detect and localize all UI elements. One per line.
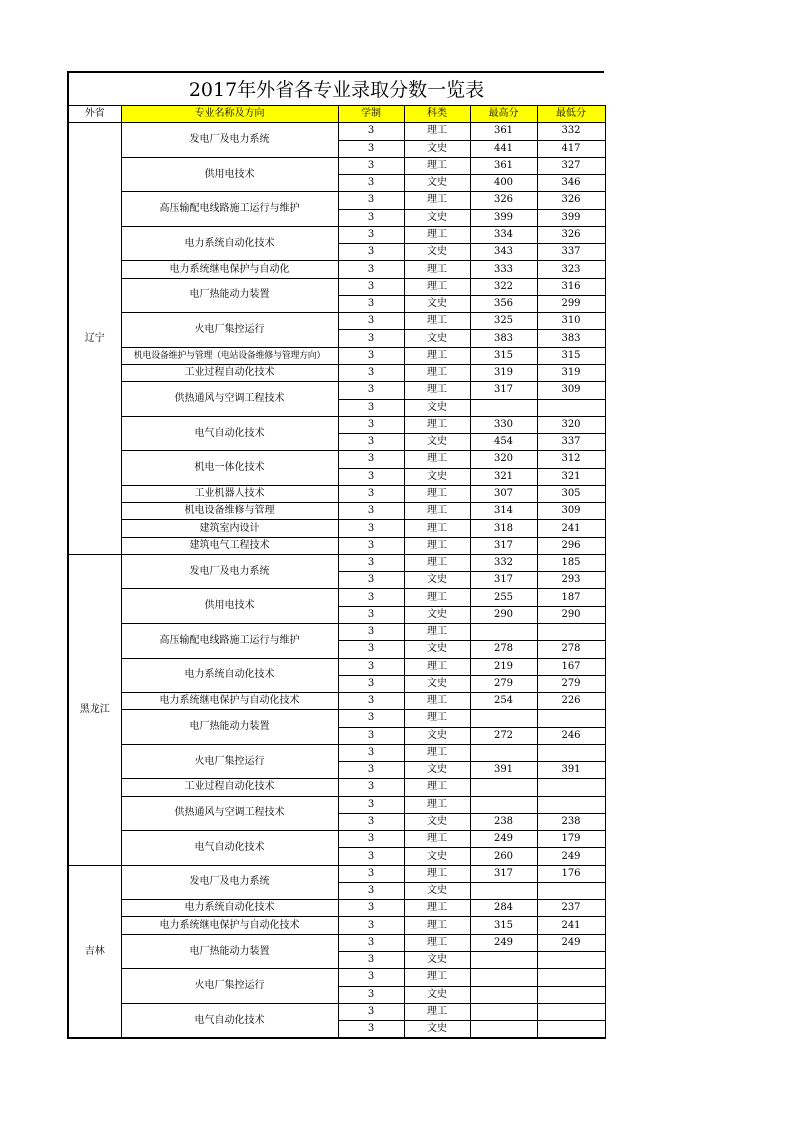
major-name-cell: 供热通风与空调工程技术 <box>121 796 338 831</box>
table-row <box>68 589 605 606</box>
years-cell: 3 <box>338 882 404 899</box>
track-cell: 文史 <box>404 572 470 589</box>
max-cell: 315 <box>470 917 537 934</box>
years-cell: 3 <box>338 157 404 174</box>
table-row <box>68 382 605 399</box>
min-cell: 399 <box>537 209 605 226</box>
track-cell: 文史 <box>404 952 470 969</box>
years-cell: 3 <box>338 641 404 658</box>
years-cell: 3 <box>338 175 404 192</box>
track-cell: 理工 <box>404 364 470 381</box>
max-cell: 383 <box>470 330 537 347</box>
track-cell: 文史 <box>404 727 470 744</box>
max-cell: 325 <box>470 313 537 330</box>
max-cell <box>470 744 537 761</box>
track-cell: 理工 <box>404 485 470 502</box>
max-cell <box>470 623 537 640</box>
track-cell: 理工 <box>404 226 470 243</box>
min-cell: 310 <box>537 313 605 330</box>
years-cell: 3 <box>338 554 404 571</box>
table-row <box>68 537 605 554</box>
major-name-cell: 供用电技术 <box>121 157 338 192</box>
table-row <box>68 192 605 209</box>
track-cell: 理工 <box>404 382 470 399</box>
track-cell: 理工 <box>404 554 470 571</box>
track-cell: 文史 <box>404 882 470 899</box>
years-cell: 3 <box>338 952 404 969</box>
header-max-score: 最高分 <box>470 106 537 123</box>
min-cell: 321 <box>537 468 605 485</box>
years-cell: 3 <box>338 727 404 744</box>
major-name-cell: 建筑电气工程技术 <box>121 537 338 554</box>
major-name-cell: 机电设备维修与管理 <box>121 503 338 520</box>
min-cell: 337 <box>537 434 605 451</box>
table-row <box>68 261 605 278</box>
min-cell: 315 <box>537 347 605 364</box>
min-cell: 391 <box>537 762 605 779</box>
min-cell: 167 <box>537 658 605 675</box>
table-row <box>68 503 605 520</box>
max-cell: 356 <box>470 295 537 312</box>
table-row <box>68 485 605 502</box>
province-cell: 吉林 <box>68 865 121 1038</box>
header-min-score: 最低分 <box>537 106 605 123</box>
track-cell: 理工 <box>404 347 470 364</box>
table-row <box>68 658 605 675</box>
min-cell: 293 <box>537 572 605 589</box>
max-cell: 319 <box>470 364 537 381</box>
track-cell: 理工 <box>404 969 470 986</box>
header-track: 科类 <box>404 106 470 123</box>
table-body <box>68 123 605 1039</box>
years-cell: 3 <box>338 192 404 209</box>
years-cell: 3 <box>338 330 404 347</box>
min-cell <box>537 1003 605 1020</box>
years-cell: 3 <box>338 934 404 951</box>
track-cell: 理工 <box>404 865 470 882</box>
min-cell: 187 <box>537 589 605 606</box>
years-cell: 3 <box>338 261 404 278</box>
years-cell: 3 <box>338 1021 404 1039</box>
years-cell: 3 <box>338 831 404 848</box>
major-name-cell: 电力系统自动化技术 <box>121 226 338 261</box>
max-cell: 334 <box>470 226 537 243</box>
table-row <box>68 157 605 174</box>
track-cell: 理工 <box>404 934 470 951</box>
major-name-cell: 电力系统自动化技术 <box>121 900 338 917</box>
min-cell: 238 <box>537 813 605 830</box>
track-cell: 理工 <box>404 157 470 174</box>
years-cell: 3 <box>338 278 404 295</box>
min-cell: 312 <box>537 451 605 468</box>
max-cell: 279 <box>470 675 537 692</box>
years-cell: 3 <box>338 382 404 399</box>
track-cell: 理工 <box>404 744 470 761</box>
max-cell: 317 <box>470 537 537 554</box>
table-row <box>68 554 605 571</box>
years-cell: 3 <box>338 209 404 226</box>
track-cell: 文史 <box>404 675 470 692</box>
track-cell: 文史 <box>404 295 470 312</box>
min-cell <box>537 952 605 969</box>
track-cell: 文史 <box>404 244 470 261</box>
min-cell: 278 <box>537 641 605 658</box>
track-cell: 理工 <box>404 917 470 934</box>
min-cell: 185 <box>537 554 605 571</box>
min-cell: 226 <box>537 693 605 710</box>
years-cell: 3 <box>338 572 404 589</box>
track-cell: 理工 <box>404 710 470 727</box>
track-cell: 理工 <box>404 623 470 640</box>
min-cell <box>537 882 605 899</box>
score-sheet <box>67 71 604 1039</box>
max-cell <box>470 710 537 727</box>
table-row <box>68 779 605 796</box>
max-cell: 361 <box>470 123 537 140</box>
track-cell: 文史 <box>404 762 470 779</box>
track-cell: 文史 <box>404 848 470 865</box>
max-cell <box>470 969 537 986</box>
max-cell: 254 <box>470 693 537 710</box>
score-table <box>67 105 606 1039</box>
province-cell: 辽宁 <box>68 123 121 555</box>
header-years: 学制 <box>338 106 404 123</box>
province-cell: 黑龙江 <box>68 554 121 865</box>
track-cell: 理工 <box>404 537 470 554</box>
major-name-cell: 发电厂及电力系统 <box>121 123 338 158</box>
min-cell <box>537 623 605 640</box>
min-cell <box>537 1021 605 1039</box>
years-cell: 3 <box>338 399 404 416</box>
table-row <box>68 623 605 640</box>
max-cell: 320 <box>470 451 537 468</box>
major-name-cell: 电力系统继电保护与自动化技术 <box>121 693 338 710</box>
sheet-title: 2017年外省各专业录取分数一览表 <box>67 71 604 105</box>
table-row <box>68 520 605 537</box>
major-name-cell: 机电一体化技术 <box>121 451 338 486</box>
min-cell: 326 <box>537 192 605 209</box>
max-cell: 441 <box>470 140 537 157</box>
major-name-cell: 高压输配电线路施工运行与维护 <box>121 623 338 658</box>
track-cell: 文史 <box>404 468 470 485</box>
years-cell: 3 <box>338 451 404 468</box>
years-cell: 3 <box>338 123 404 140</box>
major-name-cell: 火电厂集控运行 <box>121 744 338 779</box>
years-cell: 3 <box>338 503 404 520</box>
track-cell: 理工 <box>404 261 470 278</box>
min-cell <box>537 796 605 813</box>
max-cell: 290 <box>470 606 537 623</box>
table-row <box>68 278 605 295</box>
min-cell: 326 <box>537 226 605 243</box>
min-cell: 176 <box>537 865 605 882</box>
min-cell: 323 <box>537 261 605 278</box>
header-province: 外省 <box>68 106 121 123</box>
track-cell: 文史 <box>404 813 470 830</box>
major-name-cell: 电气自动化技术 <box>121 416 338 451</box>
max-cell: 332 <box>470 554 537 571</box>
table-row <box>68 917 605 934</box>
min-cell <box>537 779 605 796</box>
max-cell: 326 <box>470 192 537 209</box>
max-cell: 343 <box>470 244 537 261</box>
max-cell: 307 <box>470 485 537 502</box>
max-cell: 260 <box>470 848 537 865</box>
min-cell: 316 <box>537 278 605 295</box>
max-cell <box>470 952 537 969</box>
max-cell: 315 <box>470 347 537 364</box>
table-row <box>68 969 605 986</box>
min-cell: 337 <box>537 244 605 261</box>
min-cell: 346 <box>537 175 605 192</box>
major-name-cell: 电厂热能动力装置 <box>121 278 338 313</box>
table-row <box>68 451 605 468</box>
min-cell: 296 <box>537 537 605 554</box>
max-cell <box>470 1003 537 1020</box>
max-cell: 317 <box>470 572 537 589</box>
major-name-cell: 工业过程自动化技术 <box>121 364 338 381</box>
table-row <box>68 347 605 364</box>
min-cell <box>537 986 605 1003</box>
track-cell: 理工 <box>404 658 470 675</box>
min-cell: 327 <box>537 157 605 174</box>
max-cell: 219 <box>470 658 537 675</box>
min-cell: 241 <box>537 917 605 934</box>
years-cell: 3 <box>338 434 404 451</box>
major-name-cell: 高压输配电线路施工运行与维护 <box>121 192 338 227</box>
header-row <box>68 106 605 123</box>
track-cell: 理工 <box>404 416 470 433</box>
max-cell <box>470 1021 537 1039</box>
major-name-cell: 工业过程自动化技术 <box>121 779 338 796</box>
years-cell: 3 <box>338 710 404 727</box>
min-cell: 249 <box>537 848 605 865</box>
table-row <box>68 416 605 433</box>
min-cell: 246 <box>537 727 605 744</box>
track-cell: 理工 <box>404 278 470 295</box>
max-cell: 278 <box>470 641 537 658</box>
min-cell <box>537 969 605 986</box>
max-cell: 318 <box>470 520 537 537</box>
table-row <box>68 364 605 381</box>
years-cell: 3 <box>338 226 404 243</box>
max-cell: 284 <box>470 900 537 917</box>
max-cell <box>470 399 537 416</box>
min-cell: 383 <box>537 330 605 347</box>
major-name-cell: 建筑室内设计 <box>121 520 338 537</box>
table-row <box>68 934 605 951</box>
years-cell: 3 <box>338 675 404 692</box>
max-cell: 314 <box>470 503 537 520</box>
years-cell: 3 <box>338 917 404 934</box>
max-cell <box>470 796 537 813</box>
max-cell: 399 <box>470 209 537 226</box>
years-cell: 3 <box>338 796 404 813</box>
max-cell: 330 <box>470 416 537 433</box>
years-cell: 3 <box>338 779 404 796</box>
years-cell: 3 <box>338 986 404 1003</box>
major-name-cell: 发电厂及电力系统 <box>121 865 338 900</box>
years-cell: 3 <box>338 658 404 675</box>
table-row <box>68 1003 605 1020</box>
min-cell: 279 <box>537 675 605 692</box>
min-cell: 290 <box>537 606 605 623</box>
min-cell: 179 <box>537 831 605 848</box>
years-cell: 3 <box>338 900 404 917</box>
track-cell: 理工 <box>404 693 470 710</box>
track-cell: 理工 <box>404 313 470 330</box>
min-cell: 309 <box>537 503 605 520</box>
table-row <box>68 226 605 243</box>
header-major: 专业名称及方向 <box>121 106 338 123</box>
track-cell: 文史 <box>404 175 470 192</box>
max-cell: 322 <box>470 278 537 295</box>
max-cell <box>470 882 537 899</box>
years-cell: 3 <box>338 969 404 986</box>
track-cell: 文史 <box>404 434 470 451</box>
min-cell: 249 <box>537 934 605 951</box>
max-cell: 272 <box>470 727 537 744</box>
min-cell: 320 <box>537 416 605 433</box>
min-cell: 319 <box>537 364 605 381</box>
years-cell: 3 <box>338 468 404 485</box>
major-name-cell: 电气自动化技术 <box>121 831 338 866</box>
table-row <box>68 313 605 330</box>
max-cell: 255 <box>470 589 537 606</box>
track-cell: 理工 <box>404 900 470 917</box>
min-cell: 237 <box>537 900 605 917</box>
track-cell: 理工 <box>404 503 470 520</box>
track-cell: 文史 <box>404 399 470 416</box>
track-cell: 文史 <box>404 986 470 1003</box>
max-cell: 317 <box>470 865 537 882</box>
track-cell: 文史 <box>404 641 470 658</box>
max-cell: 321 <box>470 468 537 485</box>
years-cell: 3 <box>338 848 404 865</box>
min-cell: 299 <box>537 295 605 312</box>
max-cell: 333 <box>470 261 537 278</box>
major-name-cell: 工业机器人技术 <box>121 485 338 502</box>
min-cell: 309 <box>537 382 605 399</box>
years-cell: 3 <box>338 537 404 554</box>
years-cell: 3 <box>338 244 404 261</box>
min-cell <box>537 710 605 727</box>
max-cell <box>470 986 537 1003</box>
min-cell: 417 <box>537 140 605 157</box>
years-cell: 3 <box>338 295 404 312</box>
major-name-cell: 电厂热能动力装置 <box>121 710 338 745</box>
years-cell: 3 <box>338 865 404 882</box>
table-row <box>68 900 605 917</box>
years-cell: 3 <box>338 1003 404 1020</box>
track-cell: 理工 <box>404 779 470 796</box>
track-cell: 文史 <box>404 606 470 623</box>
max-cell: 317 <box>470 382 537 399</box>
track-cell: 理工 <box>404 520 470 537</box>
table-row <box>68 123 605 140</box>
track-cell: 文史 <box>404 1021 470 1039</box>
min-cell <box>537 744 605 761</box>
min-cell: 305 <box>537 485 605 502</box>
years-cell: 3 <box>338 589 404 606</box>
max-cell: 454 <box>470 434 537 451</box>
major-name-cell: 电力系统继电保护与自动化技术 <box>121 917 338 934</box>
major-name-cell: 电气自动化技术 <box>121 1003 338 1038</box>
max-cell: 400 <box>470 175 537 192</box>
years-cell: 3 <box>338 693 404 710</box>
table-row <box>68 744 605 761</box>
major-name-cell: 供热通风与空调工程技术 <box>121 382 338 417</box>
track-cell: 文史 <box>404 209 470 226</box>
max-cell: 249 <box>470 934 537 951</box>
major-name-cell: 火电厂集控运行 <box>121 969 338 1004</box>
table-row <box>68 796 605 813</box>
max-cell <box>470 779 537 796</box>
track-cell: 理工 <box>404 1003 470 1020</box>
years-cell: 3 <box>338 762 404 779</box>
track-cell: 理工 <box>404 192 470 209</box>
years-cell: 3 <box>338 520 404 537</box>
years-cell: 3 <box>338 606 404 623</box>
years-cell: 3 <box>338 313 404 330</box>
track-cell: 理工 <box>404 123 470 140</box>
min-cell <box>537 399 605 416</box>
track-cell: 理工 <box>404 451 470 468</box>
major-name-cell: 电力系统自动化技术 <box>121 658 338 693</box>
years-cell: 3 <box>338 744 404 761</box>
years-cell: 3 <box>338 485 404 502</box>
table-row <box>68 865 605 882</box>
years-cell: 3 <box>338 416 404 433</box>
major-name-cell: 电厂热能动力装置 <box>121 934 338 969</box>
max-cell: 361 <box>470 157 537 174</box>
table-row <box>68 710 605 727</box>
track-cell: 理工 <box>404 589 470 606</box>
max-cell: 238 <box>470 813 537 830</box>
track-cell: 文史 <box>404 140 470 157</box>
years-cell: 3 <box>338 364 404 381</box>
table-row <box>68 693 605 710</box>
major-name-cell: 电力系统继电保护与自动化 <box>121 261 338 278</box>
track-cell: 文史 <box>404 330 470 347</box>
years-cell: 3 <box>338 140 404 157</box>
major-name-cell: 机电设备维护与管理（电站设备维修与管理方向） <box>121 347 338 364</box>
major-name-cell: 火电厂集控运行 <box>121 313 338 348</box>
track-cell: 理工 <box>404 831 470 848</box>
table-row <box>68 831 605 848</box>
years-cell: 3 <box>338 623 404 640</box>
track-cell: 理工 <box>404 796 470 813</box>
min-cell: 241 <box>537 520 605 537</box>
max-cell: 249 <box>470 831 537 848</box>
max-cell: 391 <box>470 762 537 779</box>
major-name-cell: 供用电技术 <box>121 589 338 624</box>
years-cell: 3 <box>338 347 404 364</box>
years-cell: 3 <box>338 813 404 830</box>
min-cell: 332 <box>537 123 605 140</box>
major-name-cell: 发电厂及电力系统 <box>121 554 338 589</box>
